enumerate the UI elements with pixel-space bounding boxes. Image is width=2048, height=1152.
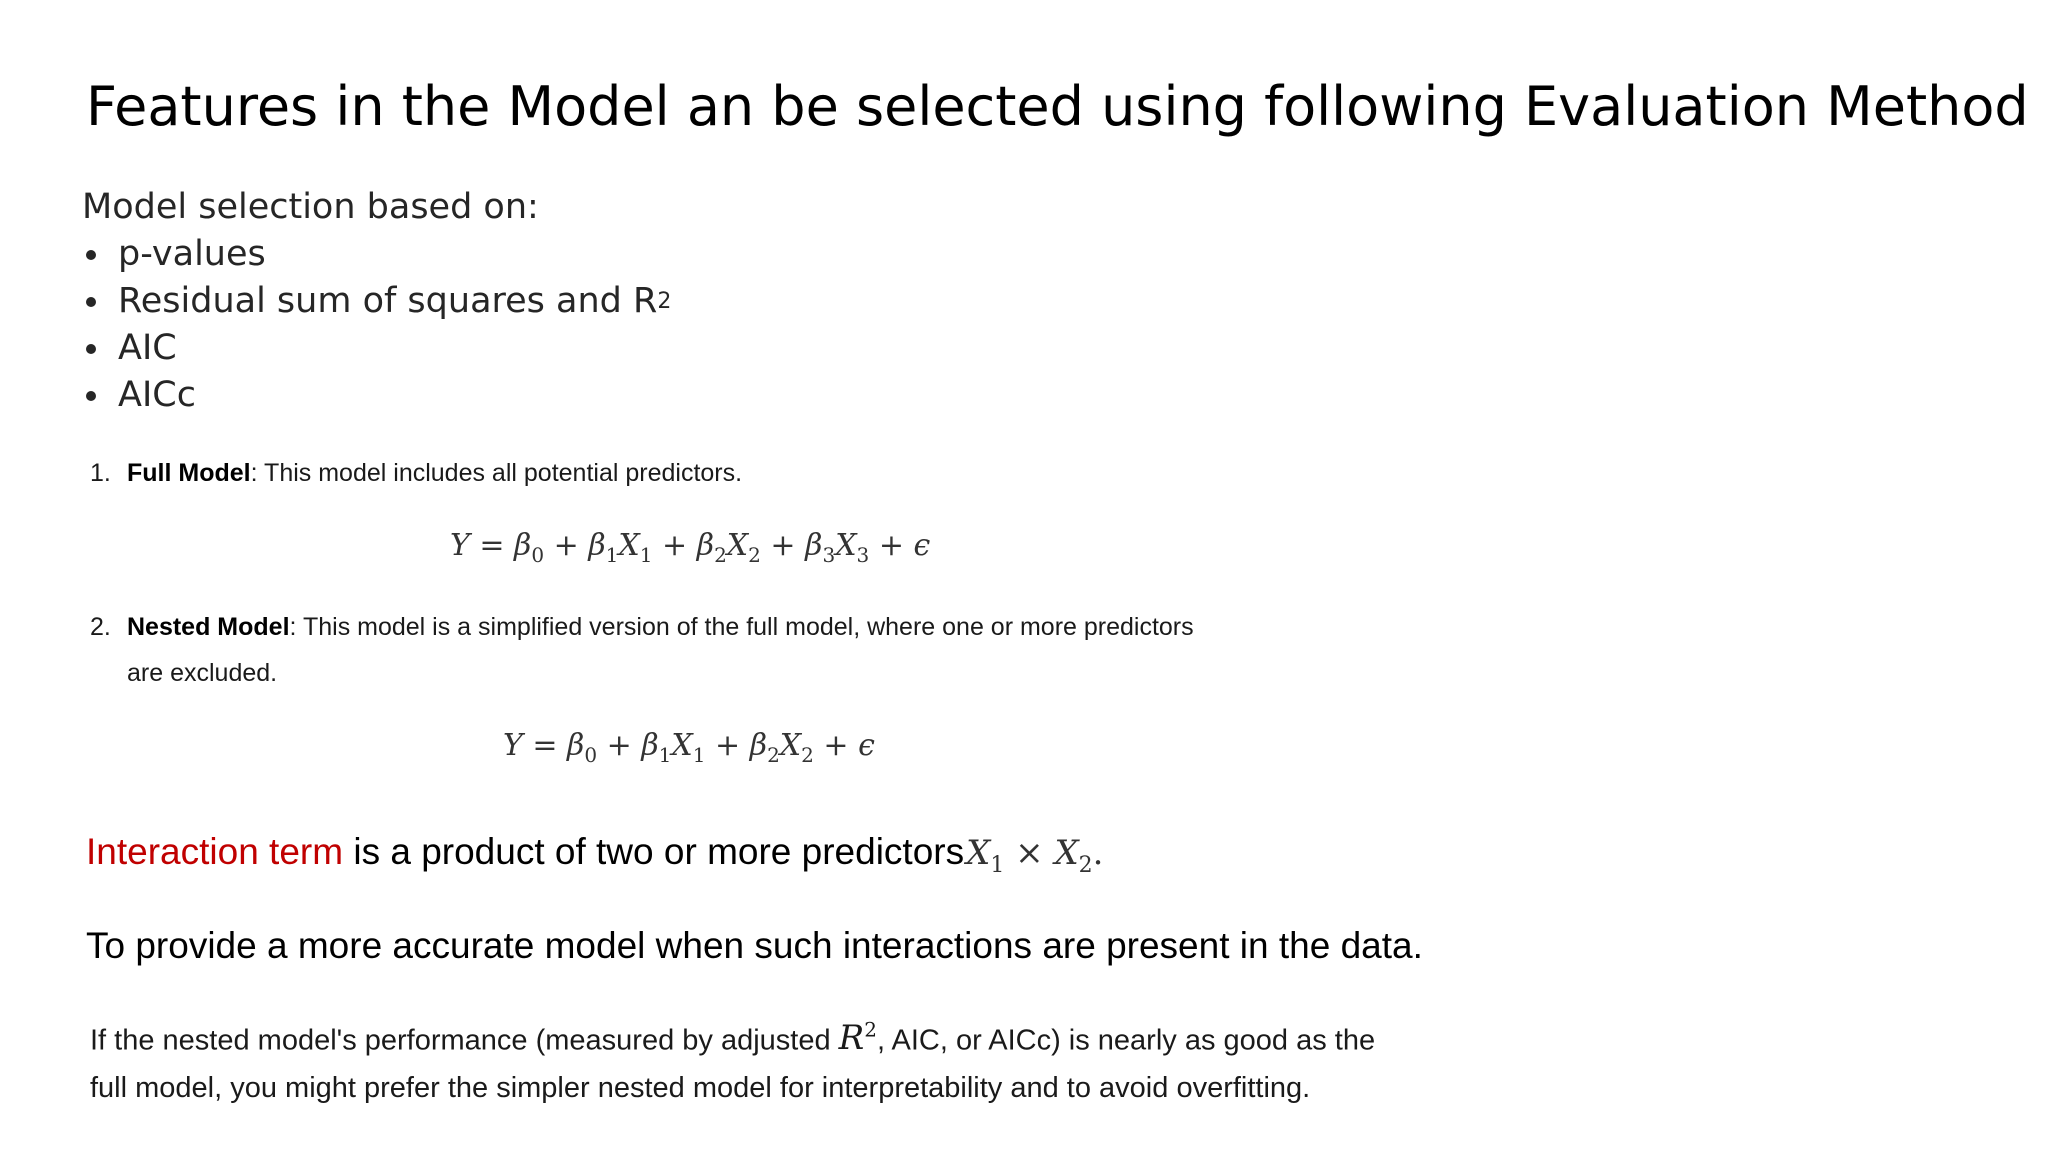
bullet-icon: [86, 297, 96, 307]
criteria-item-label: p-values: [118, 234, 266, 274]
full-model-description: : This model includes all potential predictors.: [250, 459, 743, 487]
bullet-icon: [86, 250, 96, 260]
note-line-1: [90, 1010, 1375, 1060]
nested-model-description: : This model is a simplified version of the full model, where one or more predictors: [289, 613, 1194, 641]
criteria-item-label: Residual sum of squares and R: [118, 281, 658, 321]
criteria-item-p-values: [82, 231, 671, 278]
nested-model-description-cont: are excluded.: [127, 659, 278, 687]
bullet-icon: [86, 344, 96, 354]
full-model-item: [90, 456, 742, 490]
bullet-icon: [86, 391, 96, 401]
full-model-equation: $Y = \beta_0 + \beta_1X_1 + \beta_2X_2 + \beta_3X_3 + \epsilon$: [450, 528, 931, 567]
interaction-formula: $X_1 \times X_2$.: [966, 833, 1104, 878]
list-number: 2.: [90, 613, 111, 641]
criteria-heading: Model selection based on:: [82, 187, 539, 227]
criteria-list: [82, 231, 671, 419]
criteria-item-label: AICc: [118, 375, 196, 415]
criteria-item-aicc: [82, 372, 671, 419]
criteria-item-rss-r2: Residual sum of squares and R 2: [82, 278, 671, 325]
note-text-before: If the nested model's performance (measured by adjusted: [90, 1024, 839, 1057]
list-number: 1.: [90, 459, 111, 487]
criteria-item-label: AIC: [118, 328, 177, 368]
note-line-2: full model, you might prefer the simpler nested model for interpretability and to avoid overfitting.: [90, 1072, 1311, 1104]
note-text-after: , AIC, or AICc) is nearly as good as the: [877, 1024, 1376, 1057]
full-model-name: Full Model: [127, 459, 251, 487]
interaction-term-line: [86, 828, 1103, 890]
interaction-term-description: is a product of two or more predictors: [343, 831, 965, 872]
interaction-term-label: Interaction term: [86, 831, 344, 872]
nested-model-item: [90, 610, 1194, 644]
nested-model-name: Nested Model: [127, 613, 290, 641]
criteria-item-aic: [82, 325, 671, 372]
slide-title: Features in the Model an be selected using following Evaluation Method: [86, 75, 2029, 138]
purpose-text: To provide a more accurate model when such interactions are present in the data.: [86, 925, 1423, 966]
adjusted-r2-symbol: $R^2$: [838, 1018, 878, 1059]
nested-model-equation: $Y = \beta_0 + \beta_1X_1 + \beta_2X_2 + \epsilon$: [503, 728, 875, 767]
